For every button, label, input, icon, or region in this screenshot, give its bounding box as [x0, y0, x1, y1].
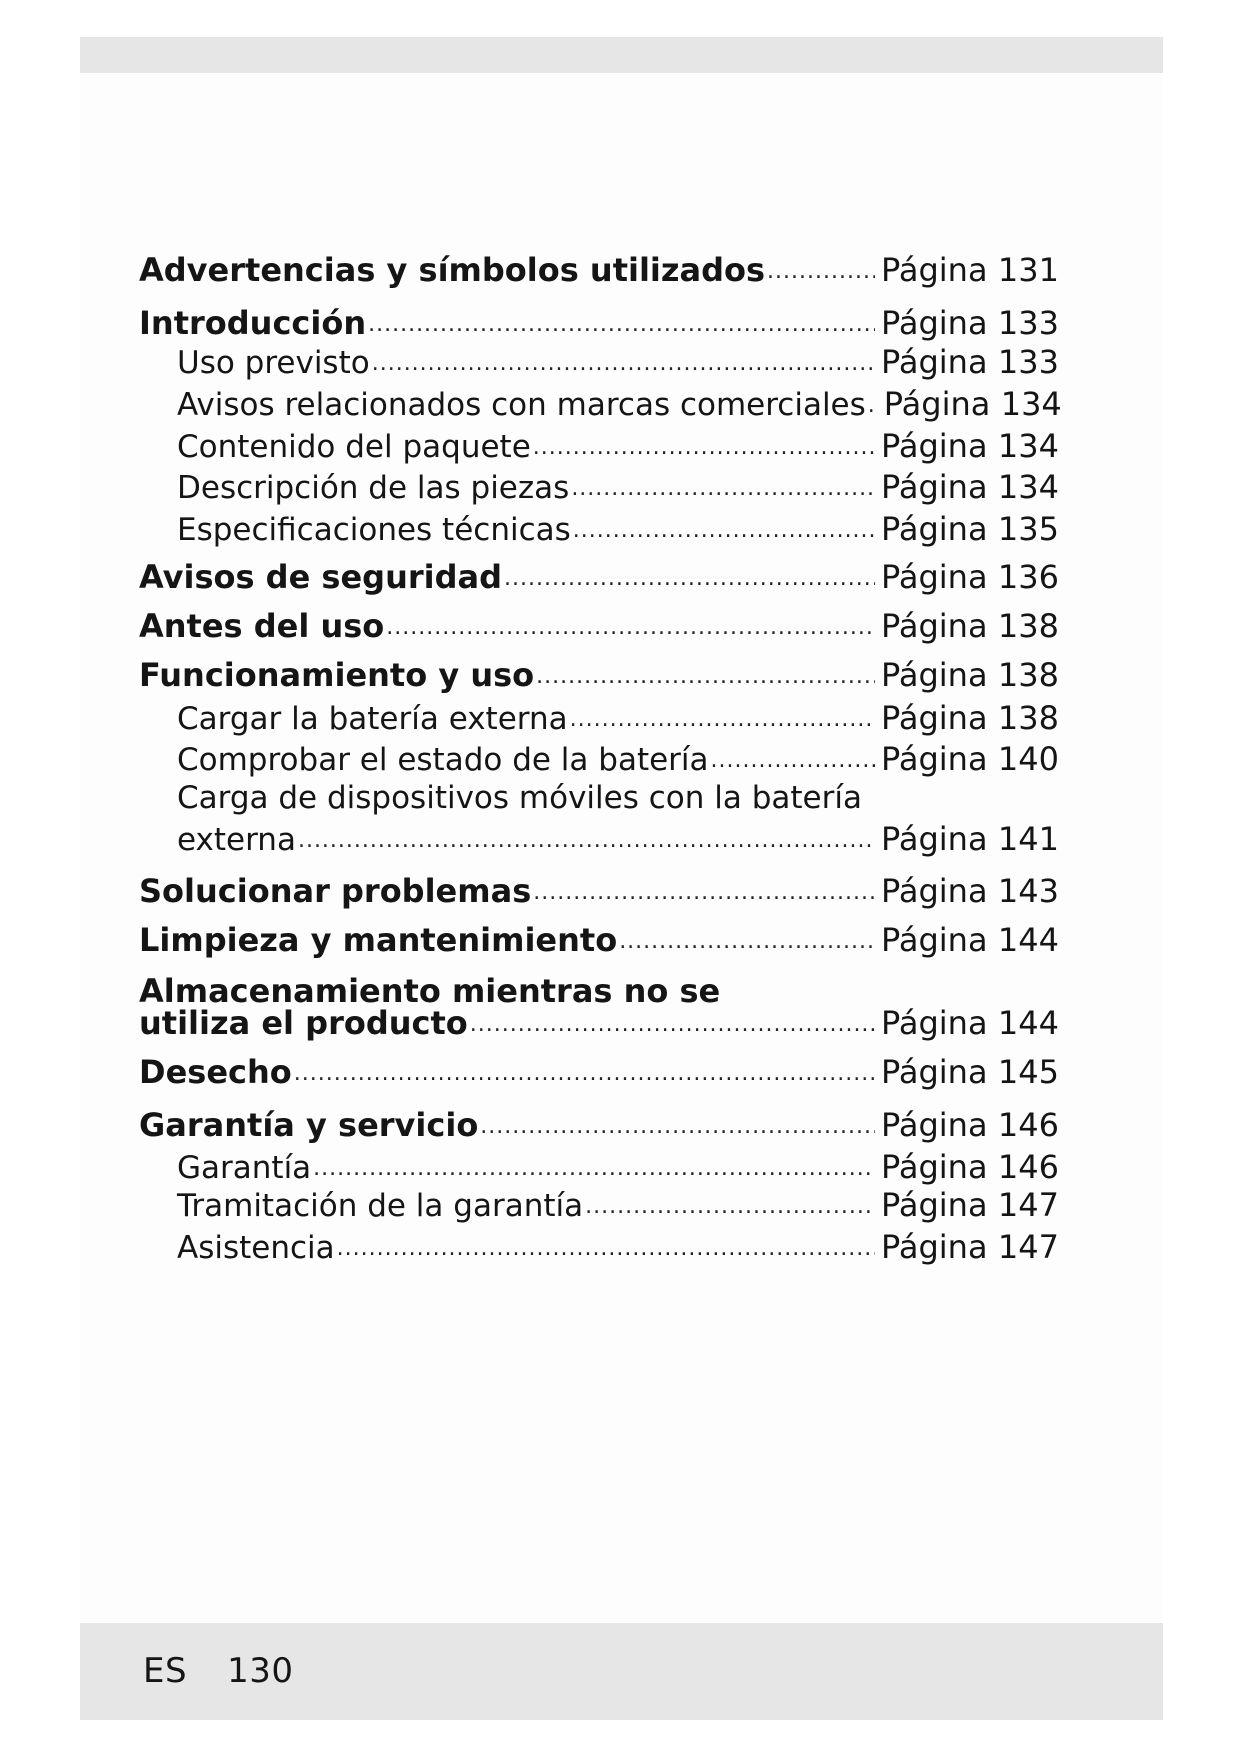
toc-entry-asistencia[interactable] [177, 1222, 1059, 1266]
page-number: 140 [997, 740, 1059, 778]
page-label: Página [881, 699, 988, 737]
dot-leader [372, 351, 875, 376]
page-number: 138 [997, 699, 1059, 737]
page-label: Página [883, 385, 991, 423]
page-label: Página [881, 510, 988, 548]
page-label: Página [881, 607, 988, 645]
page-label: Página [881, 820, 988, 858]
toc-entry-carga-dispositivos[interactable] [177, 814, 1059, 858]
page-label: Página [881, 304, 988, 342]
page-sheet [80, 37, 1163, 1720]
toc-entry-title: Comprobar el estado de la batería [177, 742, 709, 778]
page-number: 134 [997, 427, 1059, 465]
toc-entry-title: Garantía y servicio [139, 1106, 479, 1144]
toc-entry-title: Antes del uso [139, 607, 385, 645]
page-number: 144 [997, 1004, 1059, 1042]
dot-leader [480, 1114, 875, 1139]
toc-entry-especificaciones[interactable] [177, 504, 1059, 548]
toc-entry-contenido-paquete[interactable] [177, 421, 1059, 465]
page-number: 133 [997, 304, 1059, 342]
toc-entry-title: Garantía [177, 1150, 312, 1186]
page-label: Página [881, 656, 988, 694]
dot-leader [533, 435, 875, 460]
toc-entry-title: Desecho [139, 1053, 292, 1091]
dot-leader [470, 1012, 875, 1037]
footer [143, 1651, 293, 1691]
toc-entry-title: Contenido del paquete [177, 429, 531, 465]
toc-entry-antes-uso[interactable] [139, 601, 1059, 645]
page-number: 134 [997, 468, 1059, 506]
dot-leader [536, 664, 875, 689]
toc-entry-title: Funcionamiento y uso [139, 656, 535, 694]
toc-entry-title: Especificaciones técnicas [177, 512, 571, 548]
toc-entry-avisos-seguridad[interactable] [139, 552, 1059, 596]
page-label: Página [881, 740, 988, 778]
toc-entry-title: externa [177, 822, 296, 858]
dot-leader [711, 748, 875, 773]
toc-entry-limpieza[interactable] [139, 915, 1059, 959]
dot-leader [868, 393, 878, 418]
dot-leader [298, 828, 875, 853]
page-label: Página [881, 872, 988, 910]
dot-leader [337, 1236, 875, 1261]
dot-leader [504, 566, 875, 591]
toc-entry-funcionamiento[interactable] [139, 650, 1059, 694]
toc-entry-title: Cargar la batería externa [177, 701, 568, 737]
toc-entry-almacenamiento-line1[interactable]: Almacenamiento mientras no se [139, 972, 721, 1010]
page-label: Página [881, 343, 988, 381]
page-number: 146 [997, 1106, 1059, 1144]
dot-leader [368, 312, 875, 337]
dot-leader [386, 615, 875, 640]
table-of-contents [80, 37, 1163, 1720]
toc-entry-garantia-servicio[interactable] [139, 1100, 1059, 1144]
dot-leader [585, 1194, 875, 1219]
toc-entry-title: Limpieza y mantenimiento [139, 921, 618, 959]
toc-entry-title: Asistencia [177, 1230, 335, 1266]
page-number: 147 [997, 1186, 1059, 1224]
toc-entry-title: Advertencias y símbolos utilizados [139, 251, 766, 289]
toc-entry-title: Avisos de seguridad [139, 558, 503, 596]
page-number: 141 [997, 820, 1059, 858]
page-number: 147 [997, 1228, 1059, 1266]
page-label: Página [881, 1228, 988, 1266]
page-number: 146 [997, 1148, 1059, 1186]
page-label: Página [881, 1053, 988, 1091]
toc-entry-title: Solucionar problemas [139, 872, 532, 910]
toc-entry-title: Descripción de las piezas [177, 470, 570, 506]
toc-entry-carga-dispositivos-line1[interactable]: Carga de dispositivos móviles con la batería [177, 780, 862, 816]
page-number: 136 [997, 558, 1059, 596]
page-number: 133 [997, 343, 1059, 381]
page-label: Página [881, 921, 988, 959]
toc-entry-title: Tramitación de la garantía [177, 1188, 584, 1224]
toc-entry-advertencias[interactable] [139, 245, 1059, 289]
page-label: Página [881, 1186, 988, 1224]
toc-entry-descripcion-piezas[interactable] [177, 462, 1059, 506]
page-label: Página [881, 468, 988, 506]
dot-leader [573, 518, 875, 543]
toc-entry-avisos-marcas[interactable] [177, 379, 1062, 423]
page-label: Página [881, 1148, 988, 1186]
toc-entry-tramitacion[interactable] [177, 1180, 1059, 1224]
dot-leader [767, 259, 875, 284]
page-number: 131 [997, 251, 1059, 289]
footer-page-number: 130 [227, 1651, 294, 1691]
dot-leader [619, 929, 875, 954]
footer-language: ES [143, 1651, 188, 1691]
page-number: 143 [997, 872, 1059, 910]
dot-leader [570, 707, 875, 732]
toc-entry-almacenamiento[interactable] [139, 998, 1059, 1042]
toc-entry-introduccion[interactable] [139, 298, 1059, 342]
toc-entry-title: Avisos relacionados con marcas comerciales [177, 387, 866, 423]
page-label: Página [881, 558, 988, 596]
footer-band [80, 1623, 1163, 1720]
toc-entry-desecho[interactable] [139, 1047, 1059, 1091]
page-number: 138 [997, 607, 1059, 645]
toc-entry-comprobar-estado[interactable] [177, 734, 1059, 778]
dot-leader [571, 476, 875, 501]
toc-entry-title: Introducción [139, 304, 367, 342]
page-number: 144 [997, 921, 1059, 959]
page-number: 134 [1000, 385, 1062, 423]
toc-entry-title: utiliza el producto [139, 1004, 468, 1042]
page-label: Página [881, 427, 988, 465]
page-label: Página [881, 1004, 988, 1042]
page-number: 138 [997, 656, 1059, 694]
dot-leader [533, 880, 875, 905]
page-number: 145 [997, 1053, 1059, 1091]
toc-entry-solucionar-problemas[interactable] [139, 866, 1059, 910]
page-number: 135 [997, 510, 1059, 548]
page-label: Página [881, 251, 988, 289]
page-label: Página [881, 1106, 988, 1144]
dot-leader [294, 1061, 875, 1086]
dot-leader [313, 1156, 875, 1181]
toc-entry-uso-previsto[interactable] [177, 337, 1059, 381]
toc-entry-cargar-bateria[interactable] [177, 693, 1059, 737]
toc-entry-title: Uso previsto [177, 345, 370, 381]
